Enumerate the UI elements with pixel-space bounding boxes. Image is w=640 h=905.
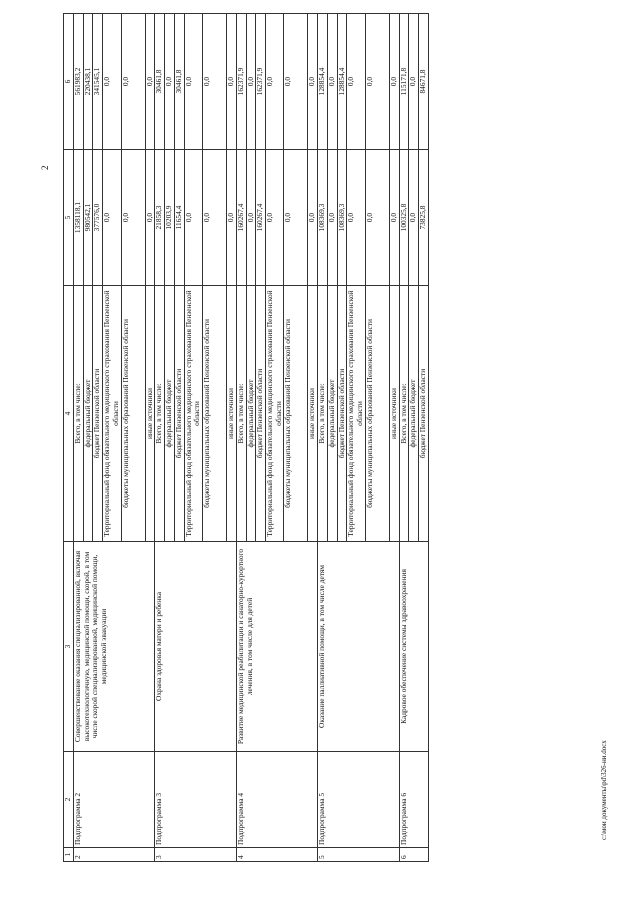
value-column-6: 0,0 [184,14,202,150]
value-column-5: 0,0 [327,150,337,286]
value-column-6: 0,0 [103,14,121,150]
column-number-row [64,14,74,862]
value-column-6: 0,0 [327,14,337,150]
value-column-5: 0,0 [365,150,389,286]
value-column-6: 0,0 [145,14,155,150]
funding-source: Всего, в том числе: [74,286,84,542]
value-column-5: 0,0 [121,150,145,286]
subprogram-name: Охрана здоровья матери и ребенка [155,542,236,752]
table-row [236,14,246,862]
value-column-5: 0,0 [266,150,284,286]
value-column-6: 0,0 [365,14,389,150]
value-column-5: 0,0 [227,150,237,286]
column-number-3: 3 [64,542,74,752]
funding-source: бюджеты муниципальных образований Пензенской области [203,286,227,542]
column-number-1: 1 [64,848,74,862]
funding-source: Всего, в том числе: [318,286,328,542]
value-column-5: 21858,3 [155,150,165,286]
subprogram-name: Оказание паллиативной помощи, в том числе детям [318,542,399,752]
value-column-6: 0,0 [266,14,284,150]
subprogram-name: Развитие медицинской реабилитации и санаторно-курортного лечения, в том числе для детей [236,542,317,752]
funding-source: иные источники [389,286,399,542]
funding-source: федеральный бюджет [83,286,93,542]
value-column-5: 0,0 [246,150,256,286]
funding-source: бюджеты муниципальных образований Пензенской области [284,286,308,542]
funding-source: федеральный бюджет [327,286,337,542]
value-column-5: 0,0 [145,150,155,286]
value-column-6: 128854,4 [337,14,347,150]
value-column-5: 0,0 [203,150,227,286]
value-column-6: 0,0 [165,14,175,150]
footer-file-path: с:\мои документы\pd\326-ни.docx [600,740,608,840]
funding-source: бюджет Пензенской области [419,286,429,542]
subprogram-name: Совершенствование оказания специализированной, включая высокотехнологичную, медицинской помощи, скорой, в том числе скорой специализированной, медицинской помощи, медицинской эвакуации [74,542,155,752]
value-column-5: 73825,8 [419,150,429,286]
value-column-5: 377576,0 [93,150,103,286]
subprogram-name: Кадровое обеспечение системы здравоохранения [399,542,428,752]
funding-source: Территориальный фонд обязательного медицинского страхования Пензенской области [266,286,284,542]
funding-source: федеральный бюджет [165,286,175,542]
funding-source: бюджет Пензенской области [337,286,347,542]
subprogram-label: Подпрограмма 6 [399,752,428,848]
value-column-6: 341545,1 [93,14,103,150]
funding-source: Территориальный фонд обязательного медицинского страхования Пензенской области [347,286,365,542]
funding-source: иные источники [227,286,237,542]
funding-source: бюджет Пензенской области [174,286,184,542]
value-column-5: 980542,1 [83,150,93,286]
program-number: 5 [318,848,399,862]
table-row [74,14,84,862]
funding-source: Всего, в том числе: [155,286,165,542]
value-column-5: 160267,4 [236,150,246,286]
funding-source: федеральный бюджет [246,286,256,542]
value-column-6: 115171,8 [399,14,409,150]
value-column-6: 0,0 [347,14,365,150]
value-column-5: 0,0 [284,150,308,286]
budget-table [63,13,429,862]
value-column-6: 30461,8 [174,14,184,150]
value-column-5: 0,0 [308,150,318,286]
value-column-5: 1358118,1 [74,150,84,286]
program-number: 4 [236,848,317,862]
funding-source: бюджеты муниципальных образований Пензенской области [121,286,145,542]
funding-source: иные источники [145,286,155,542]
program-number: 3 [155,848,236,862]
value-column-6: 84671,8 [419,14,429,150]
column-number-4: 4 [64,286,74,542]
value-column-6: 30461,8 [155,14,165,150]
value-column-6: 0,0 [203,14,227,150]
funding-source: бюджет Пензенской области [256,286,266,542]
funding-source: федеральный бюджет [409,286,419,542]
funding-source: Всего, в том числе: [236,286,246,542]
funding-source: Всего, в том числе: [399,286,409,542]
program-number: 6 [399,848,428,862]
value-column-6: 0,0 [389,14,399,150]
column-number-5: 5 [64,150,74,286]
value-column-5: 10203,9 [165,150,175,286]
column-number-6: 6 [64,14,74,150]
program-number: 2 [74,848,155,862]
funding-source: бюджет Пензенской области [93,286,103,542]
value-column-5: 0,0 [409,150,419,286]
funding-source: иные источники [308,286,318,542]
value-column-5: 0,0 [103,150,121,286]
column-number-2: 2 [64,752,74,848]
value-column-5: 108369,3 [318,150,328,286]
value-column-5: 108369,3 [337,150,347,286]
subprogram-label: Подпрограмма 2 [74,752,155,848]
value-column-5: 160267,4 [256,150,266,286]
value-column-5: 0,0 [389,150,399,286]
subprogram-label: Подпрограмма 3 [155,752,236,848]
value-column-6: 0,0 [308,14,318,150]
value-column-6: 0,0 [284,14,308,150]
budget-table-body [64,14,429,862]
funding-source: Территориальный фонд обязательного медицинского страхования Пензенской области [103,286,121,542]
value-column-6: 162371,9 [256,14,266,150]
funding-source: бюджеты муниципальных образований Пензенской области [365,286,389,542]
subprogram-label: Подпрограмма 4 [236,752,317,848]
value-column-6: 220438,1 [83,14,93,150]
page-number: 2 [40,165,50,170]
value-column-5: 0,0 [184,150,202,286]
subprogram-label: Подпрограмма 5 [318,752,399,848]
funding-source: Территориальный фонд обязательного медицинского страхования Пензенской области [184,286,202,542]
table-row [318,14,328,862]
value-column-6: 0,0 [246,14,256,150]
value-column-6: 561983,2 [74,14,84,150]
value-column-6: 0,0 [121,14,145,150]
value-column-5: 11654,4 [174,150,184,286]
value-column-5: 100325,8 [399,150,409,286]
rotated-page [63,14,581,862]
value-column-6: 0,0 [227,14,237,150]
value-column-6: 128854,4 [318,14,328,150]
value-column-6: 0,0 [409,14,419,150]
value-column-6: 162371,9 [236,14,246,150]
value-column-5: 0,0 [347,150,365,286]
